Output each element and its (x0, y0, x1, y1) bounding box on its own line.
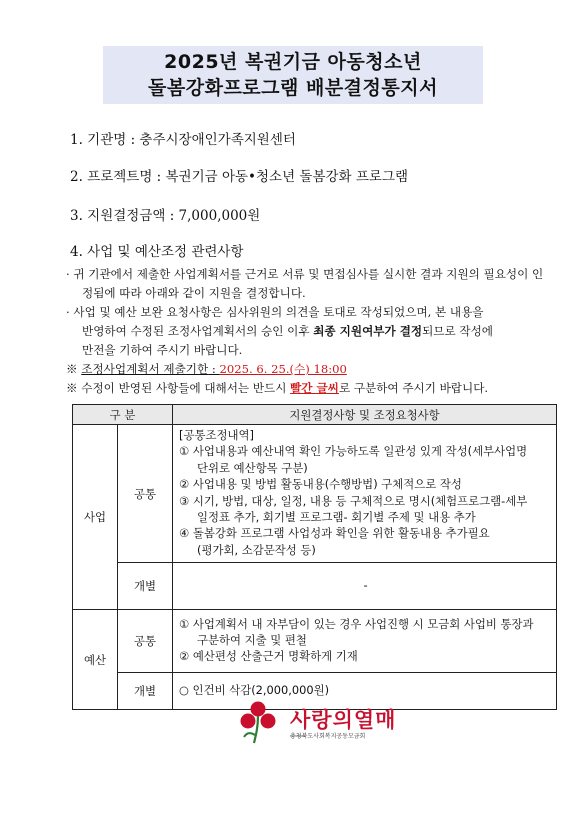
logo-wordmark: 사랑의열매 (290, 708, 397, 732)
budget-common-content (173, 610, 557, 673)
table-row (73, 610, 557, 673)
red-note-a: ※ 수정이 반영된 사항들에 대해서는 반드시 (66, 381, 291, 395)
budget-individual-content: ○ 인건비 삭감(2,000,000원) (173, 673, 557, 710)
table-row (73, 425, 557, 563)
note-2-line-2c: 되므로 작성에 (422, 324, 493, 338)
adjustment-table (72, 404, 557, 710)
list-item: ① 사업내용과 예산내역 확인 가능하도록 일관성 있게 작성(세부사업명 (179, 444, 528, 459)
note-2-line-1: · 사업 및 예산 보완 요청사항은 심사위원의 의견을 토대로 작성되었으며, 본 내용을 (66, 305, 484, 319)
list-item: ① 사업계획서 내 자부담이 있는 경우 사업진행 시 모금회 사업비 통장과 (179, 616, 534, 631)
deadline-mark: ※ (66, 362, 82, 376)
deadline-label: 조정사업계획서 제출기한 (81, 362, 209, 376)
logo-subtitle: 충청북도사회복지공동모금회 (290, 733, 366, 740)
note-1-line-2: 정됨에 따라 아래와 같이 지원을 결정합니다. (82, 286, 306, 300)
red-text-note (66, 379, 546, 398)
common-adjust-heading: [공통조정내역] (179, 428, 254, 442)
section-4-heading: 4. 사업 및 예산조정 관련사항 (70, 244, 244, 260)
list-item: ② 예산편성 산출근거 명확하게 기재 (179, 649, 358, 664)
list-item: ③ 시기, 방법, 대상, 일정, 내용 등 구체적으로 명시(체험프로그램-세부 (179, 493, 528, 508)
notes-block (66, 265, 546, 398)
business-common-content (173, 425, 557, 563)
header-category: 구 분 (73, 405, 173, 425)
note-2-line-3: 만전을 기하여 주시기 바랍니다. (82, 343, 243, 357)
title-line-1: 2025년 복권기금 아동청소년 (164, 51, 422, 73)
list-item-cont: (평가회, 소감문작성 등) (197, 542, 316, 557)
section-1-institution: 1. 기관명 : 충주시장애인가족지원센터 (70, 132, 296, 148)
list-item-cont: 단위로 예산항목 구분) (197, 460, 308, 475)
row-group-budget: 예산 (73, 610, 118, 710)
table-row (73, 563, 557, 610)
note-2-line-2a: 반영하여 수정된 조정사업계획서의 승인 이후 (82, 324, 314, 338)
red-note-c: 로 구분하여 주시기 바랍니다. (338, 381, 489, 395)
budget-common-label: 공통 (118, 610, 173, 673)
budget-individual-label: 개별 (118, 673, 173, 710)
final-decision-emphasis: 최종 지원여부가 결정 (313, 324, 423, 338)
document-title-box (103, 46, 483, 104)
business-individual-content: - (173, 563, 557, 610)
list-item: ④ 돌봄강화 프로그램 사업성과 확인을 위한 활동내용 추가필요 (179, 526, 490, 541)
red-text-emphasis: 빨간 글씨 (290, 381, 339, 395)
section-3-amount: 3. 지원결정금액 : 7,000,000원 (70, 208, 261, 224)
row-group-business: 사업 (73, 425, 118, 610)
business-common-label: 공통 (118, 425, 173, 563)
list-item-cont: 구분하여 지출 및 편철 (197, 633, 307, 648)
section-2-project: 2. 프로젝트명 : 복권기금 아동•청소년 돌봄강화 프로그램 (70, 169, 409, 185)
business-individual-label: 개별 (118, 563, 173, 610)
title-line-2: 돌봄강화프로그램 배분결정통지서 (148, 77, 438, 99)
note-2-line-2 (66, 322, 546, 341)
deadline-note (66, 360, 546, 379)
list-item-cont: 일정표 추가, 회기별 프로그램- 회기별 주제 및 내용 추가 (197, 510, 476, 525)
deadline-colon: : (208, 362, 220, 376)
header-content: 지원결정사항 및 조정요청사항 (173, 405, 557, 425)
list-item: ② 사업내용 및 방법 활동내용(수행방법) 구체적으로 작성 (179, 477, 462, 492)
table-header-row (73, 405, 557, 425)
deadline-date: 2025. 6. 25.(수) 18:00 (219, 362, 347, 376)
note-1-line-1: · 귀 기관에서 제출한 사업계획서를 근거로 서류 및 면접심사를 실시한 결과 지원의 필요성이 인 (66, 267, 544, 281)
